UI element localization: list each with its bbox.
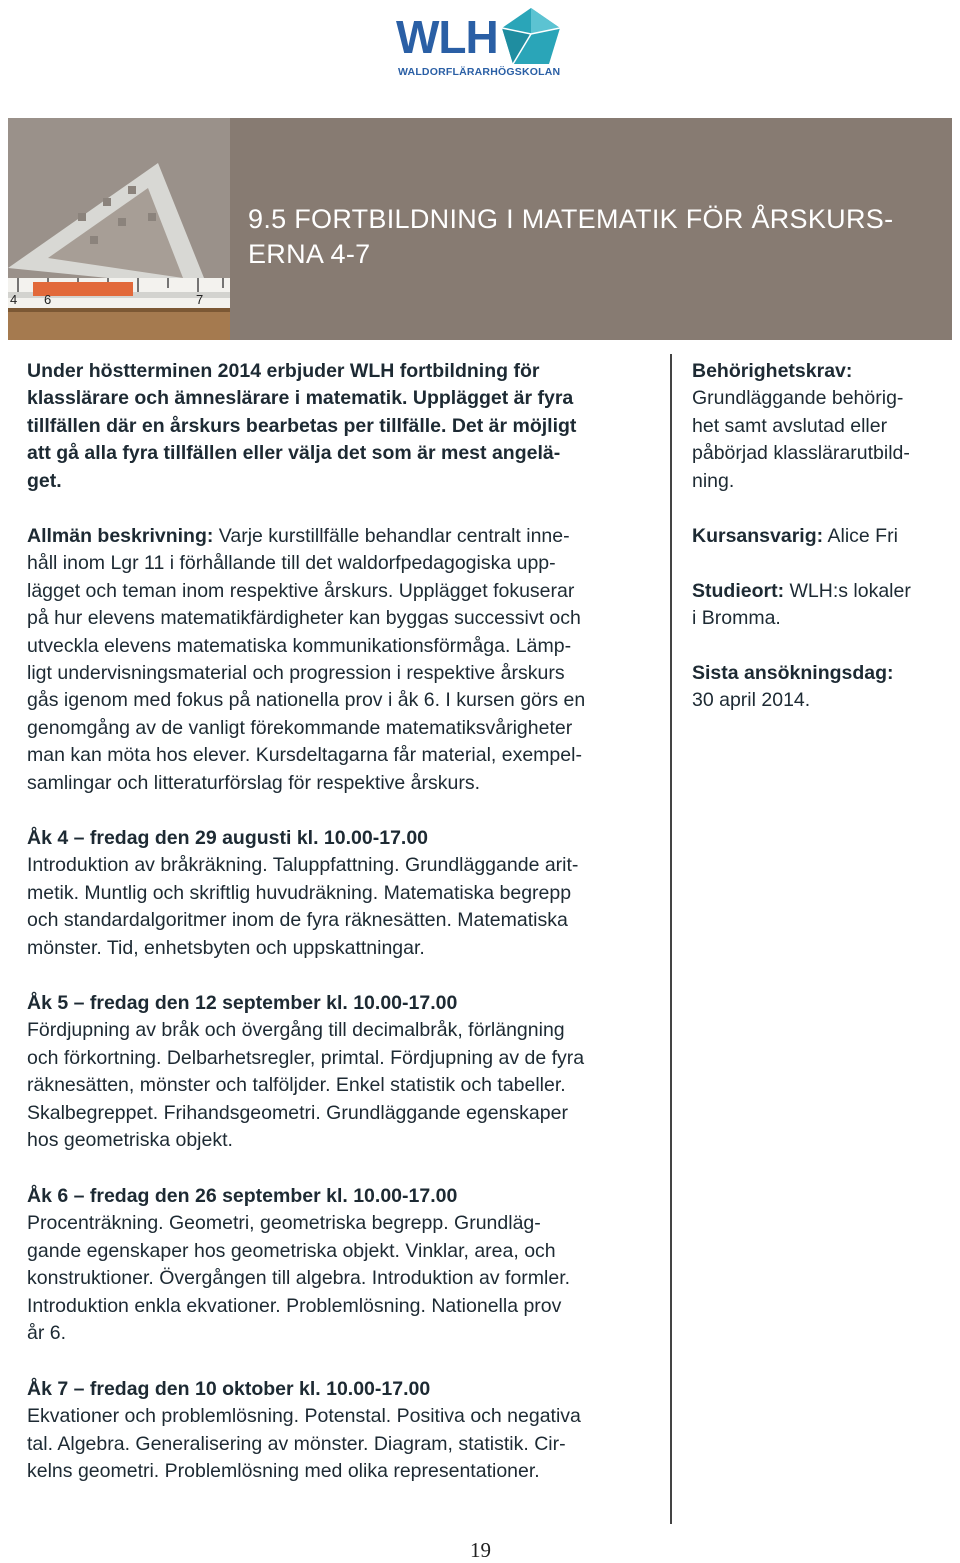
logo-subtitle: WALDORFLÄRARHÖGSKOLAN [398, 66, 561, 78]
intro-line: get. [27, 469, 62, 492]
session-line: Introduktion enkla ekvationer. Problemlösning. Nationella prov [27, 1294, 562, 1317]
requirements-line: Grundläggande behörig- [692, 387, 904, 410]
intro-line: Under höstterminen 2014 erbjuder WLH fortbildning för [27, 360, 540, 382]
svg-text:6: 6 [44, 292, 52, 307]
svg-text:7: 7 [196, 292, 204, 307]
ruler-photo [8, 118, 230, 340]
session-line: Ekvationer och problemlösning. Potenstal. Positiva och negativa [27, 1405, 581, 1428]
description-line: utveckla elevens matematiska kommunikationsförmåga. Lämp- [27, 634, 572, 657]
session-line: och förkortning. Delbarhetsregler, primtal. Fördjupning av de fyra [27, 1046, 585, 1069]
description-label: Allmän beskrivning: [27, 525, 214, 547]
wlh-logo [396, 4, 566, 80]
session-heading: Åk 4 – fredag den 29 augusti kl. 10.00-17.00 [27, 827, 429, 849]
description-line: genomgång av de vanligt förekommande matematiksvårigheter [27, 716, 573, 739]
session-line: Procenträkning. Geometri, geometriska begrepp. Grundläg- [27, 1212, 541, 1235]
location-label: Studieort: [692, 580, 785, 602]
description-line: håll inom Lgr 11 i förhållande till det waldorfpedagogiska upp- [27, 552, 556, 575]
description-line: lägget och teman inom respektive årskurs. Upplägget fokuserar [27, 579, 575, 602]
session-line: Introduktion av bråkräkning. Taluppfattning. Grundläggande arit- [27, 854, 579, 877]
responsible-label: Kursansvarig: [692, 525, 824, 547]
session-heading: Åk 6 – fredag den 26 september kl. 10.00-17.00 [27, 1185, 458, 1207]
description-line: på hur elevens matematikfärdigheter kan byggas successivt och [27, 607, 581, 630]
page-title [248, 202, 938, 272]
page-number: 19 [470, 1538, 491, 1562]
intro-line: att gå alla fyra tillfällen eller välja det som är mest angelä- [27, 442, 561, 465]
session-ak5 [27, 990, 657, 1154]
column-divider [670, 354, 672, 1524]
location-value: WLH:s lokaler [784, 580, 911, 602]
requirements-label: Behörighetskrav: [692, 360, 853, 382]
session-line: hos geometriska objekt. [27, 1129, 233, 1152]
requirements-line: påbörjad klasslärarutbild- [692, 442, 910, 465]
logo-acronym: WLH [396, 11, 498, 63]
session-heading: Åk 7 – fredag den 10 oktober kl. 10.00-17.00 [27, 1378, 431, 1400]
sidebar-requirements [692, 358, 942, 495]
session-line: mönster. Tid, enhetsbyten och uppskattningar. [27, 936, 425, 959]
sidebar-deadline [692, 660, 942, 715]
intro-line: tillfällen där en årskurs bearbetas per tillfälle. Det är möjligt [27, 414, 577, 437]
session-line: kelns geometri. Problemlösning med olika representationer. [27, 1460, 540, 1483]
description-line: man kan möta hos elever. Kursdeltagarna får material, exempel- [27, 744, 582, 767]
intro-paragraph [27, 358, 657, 495]
header-banner [8, 118, 952, 340]
pentagon-logo-icon [500, 6, 562, 68]
page-title-line-1: 9.5 FORTBILDNING I MATEMATIK FÖR ÅRSKURS- [248, 204, 894, 234]
session-line: räknesätten, mönster och talföljder. Enkel statistik och tabeller. [27, 1074, 566, 1097]
deadline-label: Sista ansökningsdag: [692, 662, 894, 684]
session-ak4 [27, 825, 657, 962]
intro-line: klasslärare och ämneslärare i matematik. Upplägget är fyra [27, 387, 574, 410]
deadline-value: 30 april 2014. [692, 689, 811, 712]
description-line: gås igenom med fokus på nationella prov i åk 6. I kursen görs en [27, 689, 586, 712]
session-line: år 6. [27, 1322, 67, 1345]
svg-text:4: 4 [10, 292, 18, 307]
session-ak7 [27, 1376, 657, 1486]
sidebar-location [692, 578, 942, 633]
session-line: och standardalgoritmer inom de fyra räknesätten. Matematiska [27, 909, 568, 932]
session-line: metik. Muntlig och skriftlig huvudräkning. Matematiska begrepp [27, 881, 572, 904]
responsible-value: Alice Fri [823, 525, 898, 547]
requirements-line: het samt avslutad eller [692, 414, 888, 437]
description-text: Varje kurstillfälle behandlar centralt inne- [213, 525, 570, 547]
session-line: tal. Algebra. Generalisering av mönster. Diagram, statistik. Cir- [27, 1432, 566, 1455]
session-line: Fördjupning av bråk och övergång till decimalbråk, förlängning [27, 1019, 565, 1042]
page-title-line-2: ERNA 4-7 [248, 239, 371, 269]
requirements-line: ning. [692, 469, 735, 492]
location-value-line2: i Bromma. [692, 607, 781, 630]
description-line: samlingar och litteraturförslag för respektive årskurs. [27, 771, 481, 794]
description-line [27, 523, 657, 550]
description-line: ligt undervisningsmaterial och progression i respektive årskurs [27, 662, 565, 685]
session-line: gande egenskaper hos geometriska objekt. Vinklar, area, och [27, 1239, 556, 1262]
description-paragraph [27, 523, 657, 797]
session-heading: Åk 5 – fredag den 12 september kl. 10.00-17.00 [27, 992, 458, 1014]
sidebar-responsible [692, 523, 942, 550]
session-line: konstruktioner. Övergången till algebra. Introduktion av formler. [27, 1267, 571, 1290]
session-line: Skalbegreppet. Frihandsgeometri. Grundläggande egenskaper [27, 1101, 568, 1124]
session-ak6 [27, 1183, 657, 1347]
